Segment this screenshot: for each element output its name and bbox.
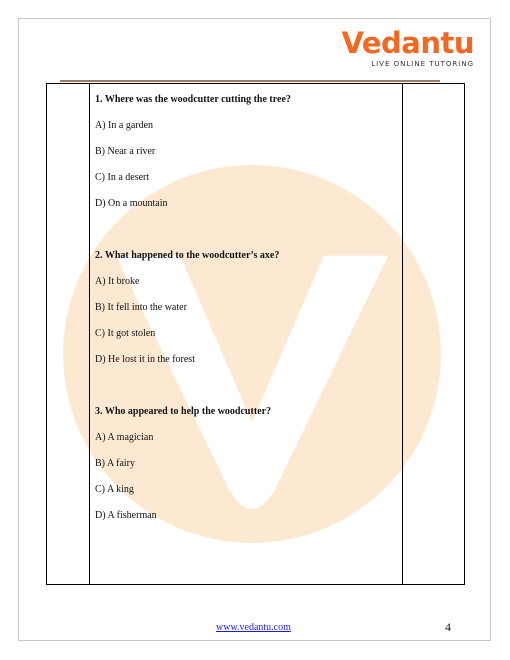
question-block — [95, 94, 395, 210]
question-content — [95, 94, 395, 522]
footer-website-link[interactable]: www.vedantu.com — [216, 622, 291, 633]
question-text: 2. What happened to the woodcutter’s axe? — [95, 250, 280, 261]
table-column-divider-right — [402, 84, 403, 584]
answer-option: C) A king — [95, 484, 134, 495]
header-rule — [60, 80, 440, 82]
answer-option: C) It got stolen — [95, 328, 156, 339]
answer-option: A) A magician — [95, 432, 154, 443]
logo-wordmark: Vedantu — [341, 26, 474, 60]
table-column-divider-left — [89, 84, 90, 584]
answer-option: A) In a garden — [95, 120, 154, 131]
question-block — [95, 250, 395, 366]
answer-option: B) A fairy — [95, 458, 135, 469]
answer-option: B) It fell into the water — [95, 302, 187, 313]
answer-option: C) In a desert — [95, 172, 150, 183]
logo-tagline: LIVE ONLINE TUTORING — [371, 60, 474, 68]
question-text: 3. Who appeared to help the woodcutter? — [95, 406, 272, 417]
answer-option: D) A fisherman — [95, 510, 157, 521]
vedantu-logo — [341, 28, 474, 68]
answer-option: D) He lost it in the forest — [95, 354, 195, 365]
question-block — [95, 406, 395, 522]
question-text: 1. Where was the woodcutter cutting the tree? — [95, 94, 291, 105]
page-number: 4 — [445, 620, 451, 634]
question-table — [46, 83, 465, 585]
answer-option: D) On a mountain — [95, 198, 168, 209]
answer-option: A) It broke — [95, 276, 140, 287]
answer-option: B) Near a river — [95, 146, 156, 157]
